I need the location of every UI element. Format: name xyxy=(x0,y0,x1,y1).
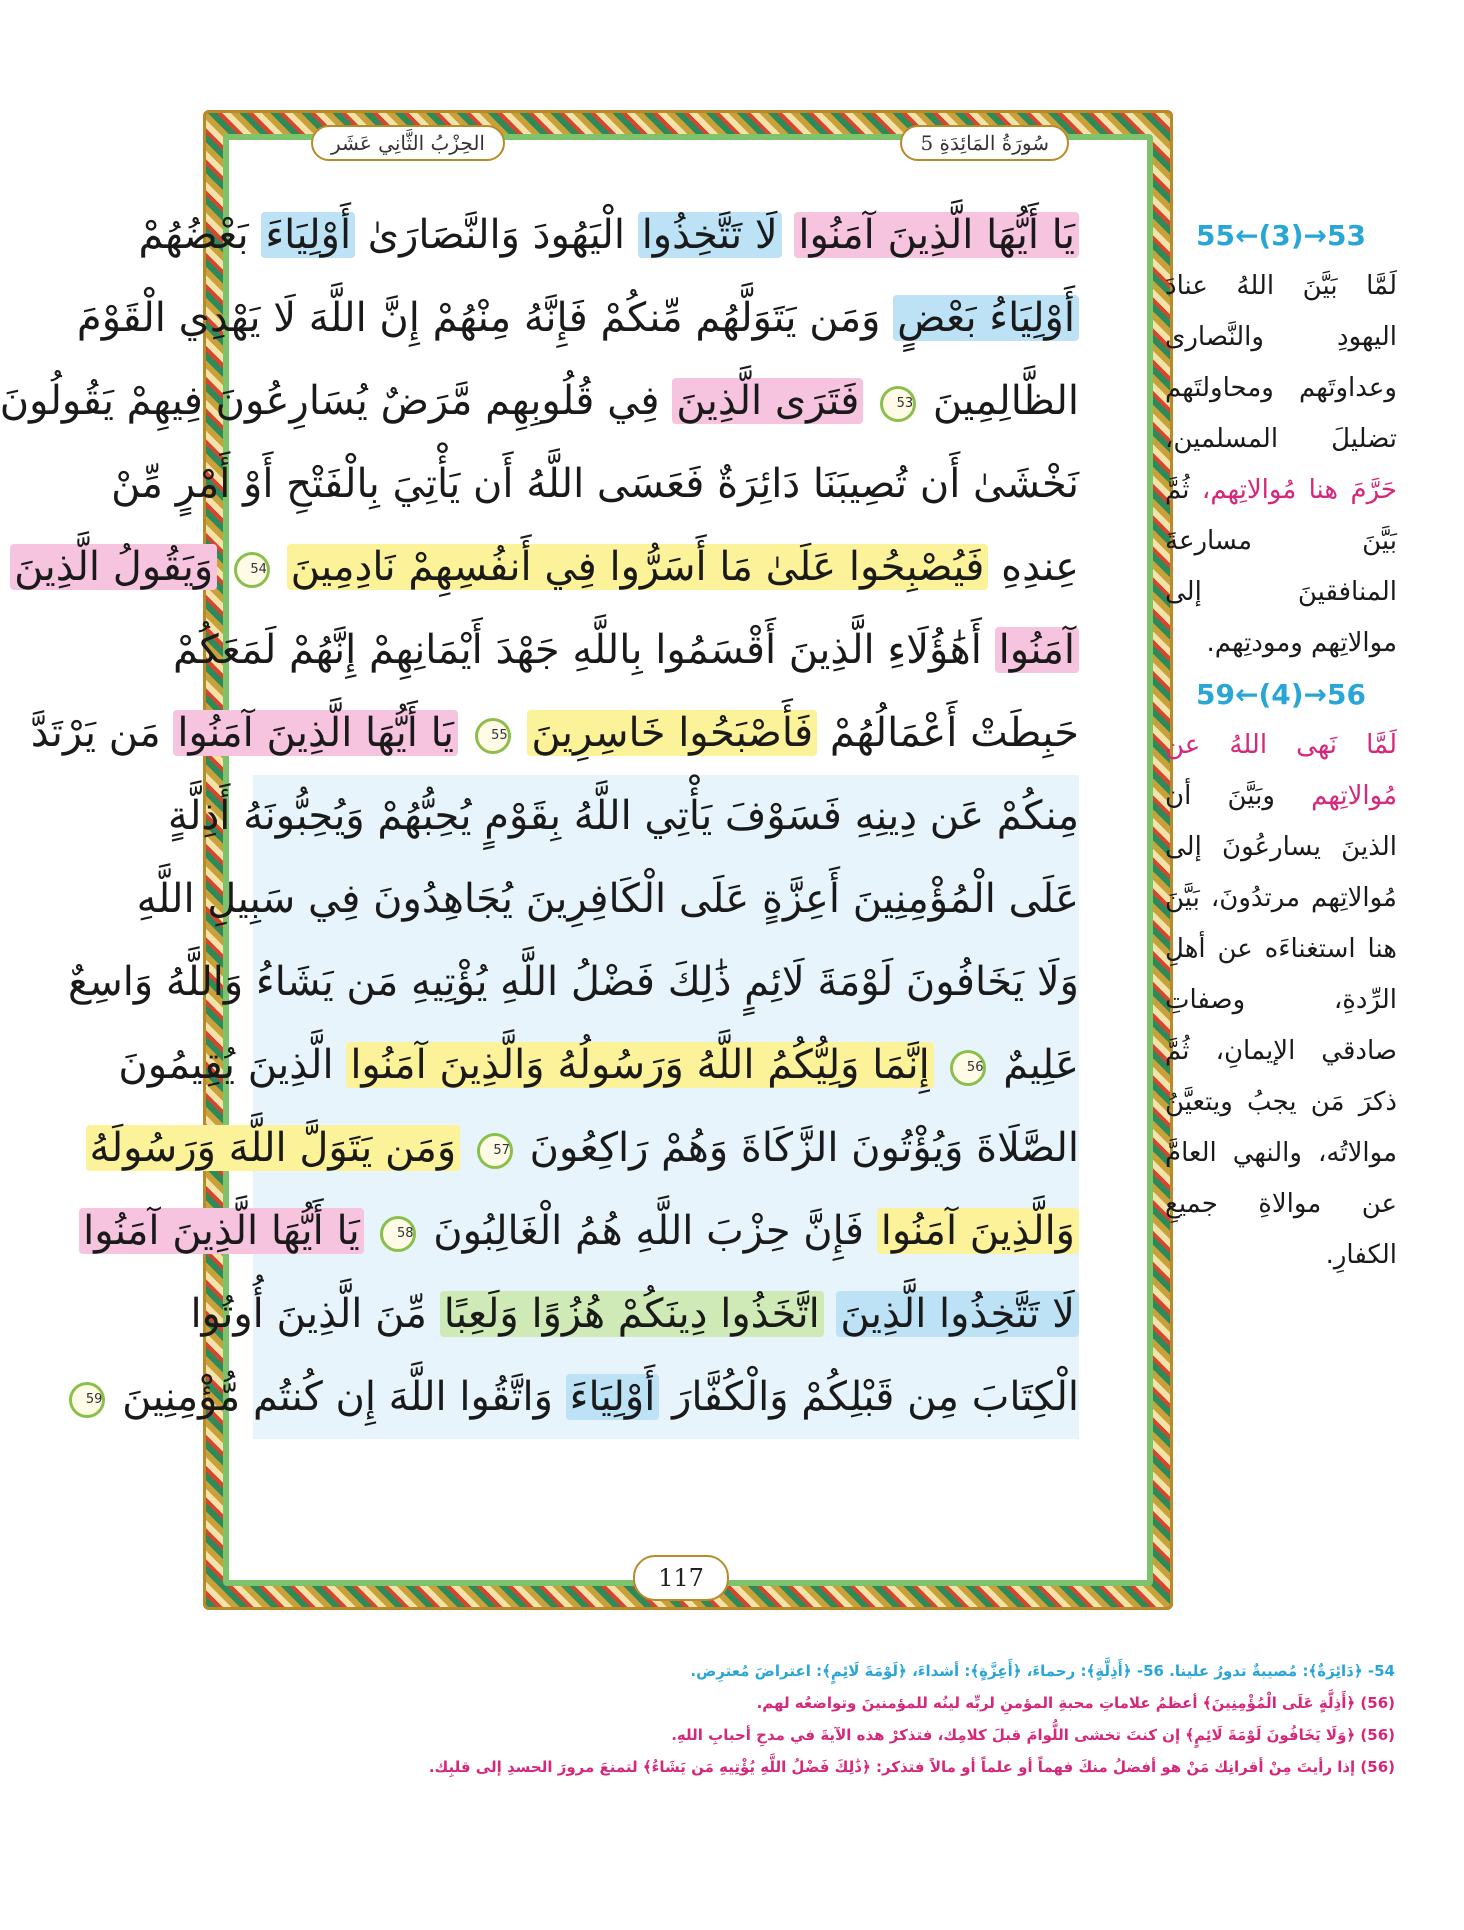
text-highlight-yellow: وَالَّذِينَ آمَنُوا xyxy=(877,1208,1079,1254)
commentary-text: وبَيَّنَ أن الذينَ يسارعُونَ إلى مُوالاتِهم مرتدُونَ، بَيَّنَ هنا استغناءَه عن أهلِ الرِّدةِ، وصفاتِ صادقي الإيمانِ، ثُمَّ ذكرَ مَن يجبُ ويتعيَّنُ موالاتُه، والنهي العامَّ عن موالاةِ جميعِ الكفارِ. xyxy=(1165,781,1397,1270)
verse-line xyxy=(167,775,1079,858)
hizb-title: الحِزْبُ الثَّانِي عَشَر xyxy=(311,125,505,161)
text-highlight-pink: يَا أَيُّهَا الَّذِينَ آمَنُوا xyxy=(794,212,1079,258)
text-highlight-pink: فَتَرَى الَّذِينَ xyxy=(672,378,863,424)
verse-line xyxy=(67,941,1079,1024)
text-segment: وَاتَّقُوا اللَّهَ إِن كُنتُم مُّؤْمِنِينَ xyxy=(122,1374,553,1420)
verse-line xyxy=(14,526,1079,609)
verse-number: 58 xyxy=(380,1216,416,1252)
text-segment: بَعْضُهُمْ xyxy=(138,212,249,258)
text-highlight-blue: أَوْلِيَاءُ بَعْضٍ xyxy=(893,295,1079,341)
text-highlight-pink: يَا أَيُّهَا الَّذِينَ آمَنُوا xyxy=(79,1208,364,1254)
verse-line xyxy=(172,609,1079,692)
verse-number: 55 xyxy=(475,718,511,754)
verse-line xyxy=(190,1273,1079,1356)
text-segment: وَمَن يَتَوَلَّهُم مِّنكُمْ فَإِنَّهُ مِنْهُمْ إِنَّ اللَّهَ لَا يَهْدِي الْقَوْمَ xyxy=(76,295,881,341)
verse-number: 56 xyxy=(950,1050,986,1086)
verse-number: 59 xyxy=(69,1382,105,1418)
verse-line xyxy=(76,277,1079,360)
verse-line xyxy=(30,692,1079,775)
verse-line xyxy=(83,1190,1079,1273)
text-segment: الَّذِينَ يُقِيمُونَ xyxy=(118,1042,334,1088)
text-segment: عَلِيمٌ xyxy=(1003,1042,1079,1088)
footnote-vocabulary: 54- ﴿دَائِرَةٌ﴾: مُصيبةٌ تدورُ علينا. 56- ﴿أَذِلَّةٍ﴾: رحماءَ، ﴿أَعِزَّةٍ﴾: أشداءَ، ﴿لَوْمَةَ لَائِمٍ﴾: اعتراضَ مُعترِض. xyxy=(690,1662,1395,1680)
text-highlight-blue: لَا تَتَّخِذُوا الَّذِينَ xyxy=(836,1291,1079,1337)
text-segment: حَبِطَتْ أَعْمَالُهُمْ xyxy=(829,710,1079,756)
verse-range-2: 59←(4)→56 xyxy=(1196,678,1366,711)
text-highlight-yellow: وَمَن يَتَوَلَّ اللَّهَ وَرَسُولَهُ xyxy=(86,1125,461,1171)
text-segment: الْكِتَابَ مِن قَبْلِكُمْ وَالْكُفَّارَ xyxy=(672,1374,1079,1420)
verse-number: 54 xyxy=(234,552,270,588)
page-header xyxy=(295,118,1085,168)
text-segment: عَلَى الْمُؤْمِنِينَ أَعِزَّةٍ عَلَى الْكَافِرِينَ يُجَاهِدُونَ فِي سَبِيلِ اللَّهِ xyxy=(136,876,1079,922)
text-highlight-yellow: فَأَصْبَحُوا خَاسِرِينَ xyxy=(527,710,817,756)
text-segment: الظَّالِمِينَ xyxy=(932,378,1079,424)
verse-number: 53 xyxy=(880,386,916,422)
footnote-reflection: (56) ﴿وَلَا يَخَافُونَ لَوْمَةَ لَائِمٍ﴾ إن كنتَ تخشى اللُّوامَ قبلَ كلامِك، فتذكرْ هذه الآيةَ في مدحِ أحبابِ اللهِ. xyxy=(671,1726,1395,1744)
text-segment: الْيَهُودَ وَالنَّصَارَىٰ xyxy=(367,212,625,258)
footnote-reflection: (56) ﴿أَذِلَّةٍ عَلَى الْمُؤْمِنِينَ﴾ أعظمُ علاماتِ محبةِ المؤمنِ لربِّه لينُه للمؤمنينَ وتواضعُه لهم. xyxy=(756,1694,1395,1712)
surah-title: سُورَةُ المَائِدَةِ 5 xyxy=(900,125,1069,161)
quran-text xyxy=(0,194,1079,1534)
text-segment: وَلَا يَخَافُونَ لَوْمَةَ لَائِمٍ ذَٰلِكَ فَضْلُ اللَّهِ يُؤْتِيهِ مَن يَشَاءُ وَاللَّهُ وَاسِعٌ xyxy=(67,959,1079,1005)
text-highlight-yellow: إِنَّمَا وَلِيُّكُمُ اللَّهُ وَرَسُولُهُ وَالَّذِينَ آمَنُوا xyxy=(346,1042,933,1088)
text-highlight-pink: آمَنُوا xyxy=(995,627,1079,673)
footnotes xyxy=(265,1655,1395,1783)
text-highlight-yellow: فَيُصْبِحُوا عَلَىٰ مَا أَسَرُّوا فِي أَنفُسِهِمْ نَادِمِينَ xyxy=(287,544,989,590)
text-segment: فِي قُلُوبِهِم مَّرَضٌ يُسَارِعُونَ فِيهِمْ يَقُولُونَ xyxy=(0,378,660,424)
text-segment: مَن يَرْتَدَّ xyxy=(30,710,161,756)
verse-line xyxy=(118,1024,1079,1107)
verse-range-1: 55←(3)→53 xyxy=(1196,219,1366,252)
text-highlight-blue: لَا تَتَّخِذُوا xyxy=(638,212,782,258)
text-segment: نَخْشَىٰ أَن تُصِيبَنَا دَائِرَةٌ فَعَسَى اللَّهُ أَن يَأْتِيَ بِالْفَتْحِ أَوْ أَمْرٍ مِّنْ xyxy=(111,461,1079,507)
text-highlight-blue: أَوْلِيَاءَ xyxy=(566,1374,660,1420)
text-highlight-pink: وَيَقُولُ الَّذِينَ xyxy=(10,544,217,590)
verse-line xyxy=(0,360,1079,443)
footnote-reflection: (56) إذا رأيتَ مِنْ أقرانِك مَنْ هو أفضلُ منكَ فهماً أو علماً أو مالاً فتذكر: ﴿ذَٰلِكَ فَضْلُ اللَّهِ يُؤْتِيهِ مَن يَشَاءُ﴾ لتمنعَ مرورَ الحسدِ إلى قلبِك. xyxy=(428,1758,1395,1776)
verse-line xyxy=(89,1107,1079,1190)
verse-number: 57 xyxy=(477,1133,513,1169)
side-commentary xyxy=(1165,210,1397,1281)
text-highlight-pink: يَا أَيُّهَا الَّذِينَ آمَنُوا xyxy=(173,710,458,756)
text-highlight-blue: أَوْلِيَاءَ xyxy=(261,212,355,258)
text-highlight-green: اتَّخَذُوا دِينَكُمْ هُزُوًا وَلَعِبًا xyxy=(440,1291,824,1337)
commentary-text: ثُمَّ بَيَّنَ مسارعةَ المنافقينَ إلى موالاتِهم ومودتِهم. xyxy=(1165,475,1397,658)
commentary-highlight: لَمَّا نَهى اللهُ عن مُوالاتِهم xyxy=(1165,730,1397,811)
text-segment: فَإِنَّ حِزْبَ اللَّهِ هُمُ الْغَالِبُونَ xyxy=(433,1208,864,1254)
commentary-highlight: حَرَّمَ هنا مُوالاتِهم، xyxy=(1201,475,1397,505)
text-segment: الصَّلَاةَ وَيُؤْتُونَ الزَّكَاةَ وَهُمْ رَاكِعُونَ xyxy=(529,1125,1079,1171)
commentary-text: لَمَّا بَيَّنَ اللهُ عنادَ اليهودِ والنَّصارى وعداوتَهم ومحاولتَهم تضليلَ المسلمين، xyxy=(1165,271,1397,454)
text-segment: عِندِهِ xyxy=(1001,544,1079,590)
verse-line xyxy=(138,194,1079,277)
verse-line xyxy=(136,858,1079,941)
text-segment: أَهَٰؤُلَاءِ الَّذِينَ أَقْسَمُوا بِاللَّهِ جَهْدَ أَيْمَانِهِمْ إِنَّهُمْ لَمَعَكُمْ xyxy=(172,627,982,673)
verse-line xyxy=(111,443,1079,526)
text-segment: مِّنَ الَّذِينَ أُوتُوا xyxy=(190,1291,427,1337)
verse-line xyxy=(85,1356,1079,1439)
page-number: 117 xyxy=(633,1555,729,1601)
text-segment: مِنكُمْ عَن دِينِهِ فَسَوْفَ يَأْتِي اللَّهُ بِقَوْمٍ يُحِبُّهُمْ وَيُحِبُّونَهُ أَذِلَّةٍ xyxy=(167,793,1079,839)
